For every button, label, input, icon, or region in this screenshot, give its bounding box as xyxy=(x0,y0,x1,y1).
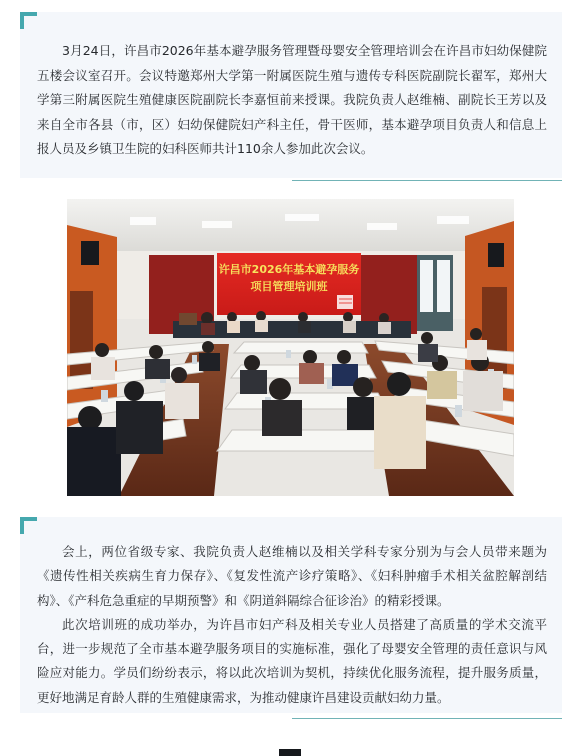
article-paragraph-2: 会上，两位省级专家、我院负责人赵维楠以及相关学科专家分别为与会人员带来题为《遗传性相关疾病生育力保存》、《复发性流产诊疗策略》、《妇科肿瘤手术相关盆腔解剖结构》、《产科危急重症的早期预警》和《阴道斜隔综合征诊治》的精彩授课。 xyxy=(37,544,547,608)
intro-text-card xyxy=(20,12,562,178)
conference-room-illustration xyxy=(67,199,514,496)
corner-accent-icon xyxy=(20,517,37,534)
meeting-photo xyxy=(67,199,514,496)
banner-title-line-1: 许昌市2026年基本避孕服务 xyxy=(218,263,360,276)
section-divider-top xyxy=(292,180,562,181)
section-divider-bottom xyxy=(292,718,562,719)
corner-accent-icon xyxy=(20,12,37,29)
bottom-marker xyxy=(279,749,301,756)
article-paragraph-3: 此次培训班的成功举办，为许昌市妇产科及相关专业人员搭建了高质量的学术交流平台，进一步规范了全市基本避孕服务项目的实施标准，强化了母婴安全管理的责任意识与风险应对能力。学员们纷纷表示，将以此次培训为契机，持续优化服务流程，提升服务质量，更好地满足育龄人群的生殖健康需求，为推动健康许昌建设贡献妇幼力量。 xyxy=(37,616,547,705)
banner-title-line-2: 项目管理培训班 xyxy=(250,280,328,293)
summary-text-card xyxy=(20,517,562,713)
article-paragraph-1: 3月24日，许昌市2026年基本避孕服务管理暨母婴安全管理培训会在许昌市妇幼保健院五楼会议室召开。会议特邀郑州大学第一附属医院生殖与遗传专科医院副院长翟军，郑州大学第三附属医院生殖健康医院副院长李嘉恒前来授课。我院负责人赵维楠、副院长王芳以及来自全市各县（市，区）妇幼保健院妇产科主任，骨干医师，基本避孕项目负责人和信息上报人员及乡镇卫生院的妇科医师共计110余人参加此次会议。 xyxy=(37,43,547,156)
